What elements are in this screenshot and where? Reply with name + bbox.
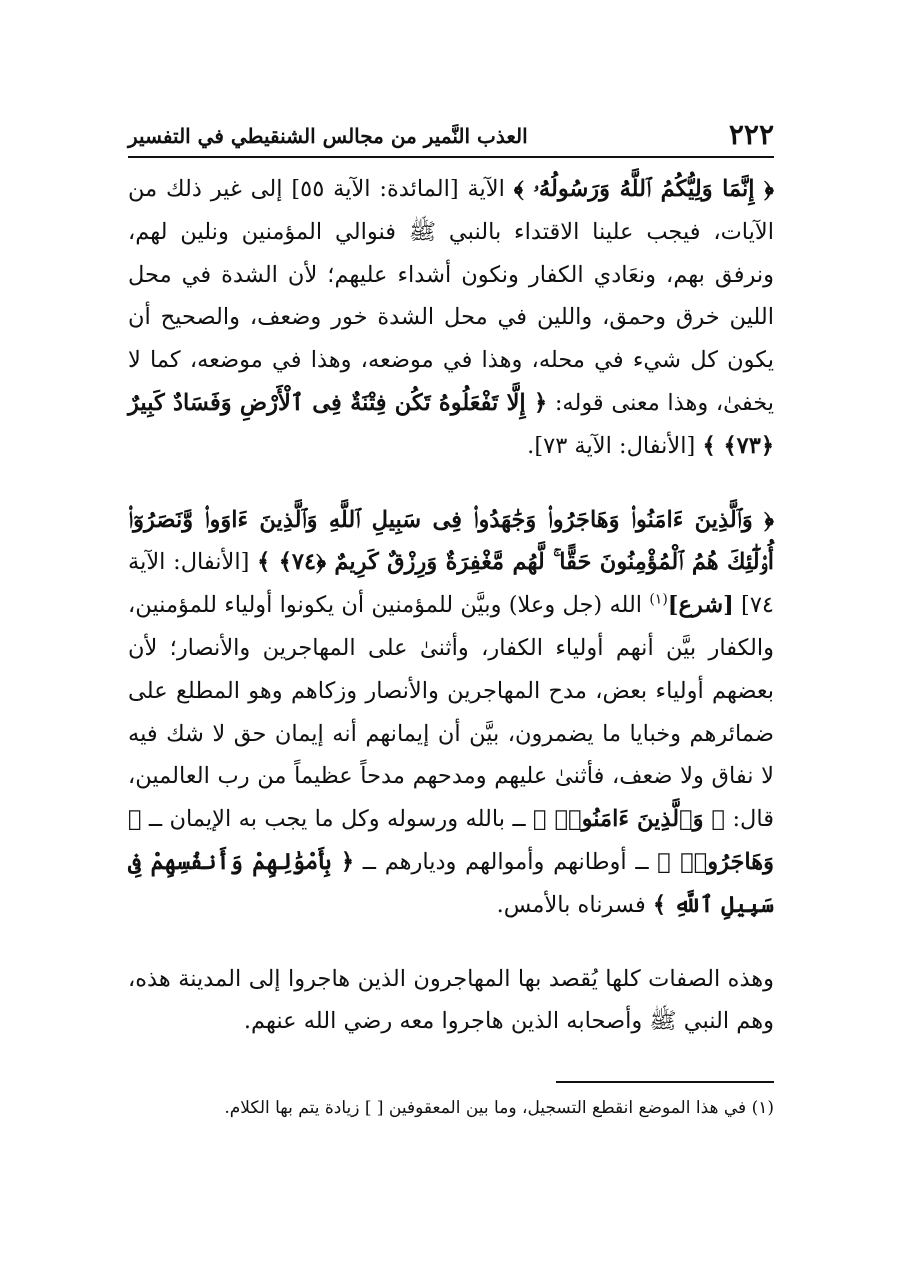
- paragraph-text: الله (جل وعلا) وبيَّن للمؤمنين أن يكونوا أولياء للمؤمنين، والكفار بيَّن أنهم أولياء الكفار، وأثنىٰ على المهاجرين والأنصار؛ لأن بعضهم أولياء بعض، مدح المهاجرين والأنصار وزكاهم وهو المطلع على ضمائرهم وخبايا ما يضمرون، بيَّن أن إيمانهم أنه إيمان حق لا شك فيه لا نفاق ولا ضعف، فأثنىٰ عليهم ومدحهم مدحاً عظيماً من رب العالمين، قال:: [128, 592, 774, 833]
- header-rule: [128, 156, 774, 158]
- paragraph-text: فسرناه بالأمس.: [496, 891, 653, 918]
- paragraph-text: ــ بالله ورسوله وكل ما يجب به الإيمان ــ: [141, 806, 534, 833]
- footnote-rule: [556, 1081, 774, 1083]
- quran-verse: ﴿ وَٱلَّذِينَ ءَامَنُوا۟ ﴾: [533, 806, 726, 833]
- main-text: [128, 168, 774, 1043]
- verse-reference: [الأنفال: الآية ٧٣].: [527, 432, 703, 459]
- paragraph-1: [128, 168, 774, 468]
- paragraph-3: وهذه الصفات كلها يُقصد بها المهاجرون الذين هاجروا إلى المدينة هذه، وهم النبي ﷺ وأصحابه الذين هاجروا معه رضي الله عنهم.: [128, 965, 774, 1035]
- quran-verse: ﴿ إِلَّا تَفْعَلُوهُ تَكُن فِتْنَةٌ فِى ٱلْأَرْضِ وَفَسَادٌ كَبِيرٌ ﴿٧٣﴾ ﴾: [128, 389, 774, 459]
- running-title: العذب النَّمير من مجالس الشنقيطي في التفسير: [128, 124, 528, 148]
- paragraph-text: ــ أوطانهم وأموالهم وديارهم ــ: [354, 848, 658, 875]
- bracketed-insertion: [شرع]: [667, 592, 734, 619]
- quran-verse: ﴿ وَٱلَّذِينَ ءَامَنُوا۟ وَهَاجَرُوا۟ وَجَٰهَدُوا۟ فِى سَبِيلِ ٱللَّهِ وَٱلَّذِينَ ءَاوَوا۟ وَّنَصَرُوٓا۟ أُو۟لَٰٓئِكَ هُمُ ٱلْمُؤْمِنُونَ حَقًّا ۚ لَّهُم مَّغْفِرَةٌ وَرِزْقٌ كَرِيمٌ ﴿٧٤﴾ ﴾: [128, 506, 774, 576]
- paragraph-2: [128, 499, 774, 927]
- page-header: [128, 112, 774, 152]
- verse-reference: [الأنفال: الآية ٧٤]: [128, 549, 774, 619]
- quran-verse: ﴿ وَهَاجَرُوا۟ ﴾: [128, 806, 774, 875]
- page-number: ٢٢٢: [728, 118, 774, 151]
- quran-verse: ﴿ بِأَمْوَٰلِهِمْ وَأَنفُسِهِمْ فِى سَبِيلِ ٱللَّهِ ﴾: [128, 848, 774, 918]
- paragraph-text: الآية [المائدة: الآية ٥٥] إلى غير ذلك من الآيات، فيجب علينا الاقتداء بالنبي ﷺ فنوالي المؤمنين ونلين لهم، ونرفق بهم، ونعَادي الكفار ونكون أشداء عليهم؛ لأن الشدة في محل اللين خرق وحمق، واللين في محل الشدة خور وضعف، والصحيح أن يكون كل شيء في محله، وهذا في موضعه، وهذا في موضعه، كما لا يخفىٰ، وهذا معنى قوله:: [128, 176, 775, 416]
- footnote-text: (١) في هذا الموضع انقطع التسجيل، وما بين المعقوفين [ ] زيادة يتم بها الكلام.: [224, 1098, 774, 1118]
- quran-verse: ﴿ إِنَّمَا وَلِيُّكُمُ ٱللَّهُ وَرَسُولُهُۥ ﴾: [513, 176, 774, 202]
- footnote-marker: (١): [649, 591, 668, 608]
- footnote: [128, 1092, 774, 1125]
